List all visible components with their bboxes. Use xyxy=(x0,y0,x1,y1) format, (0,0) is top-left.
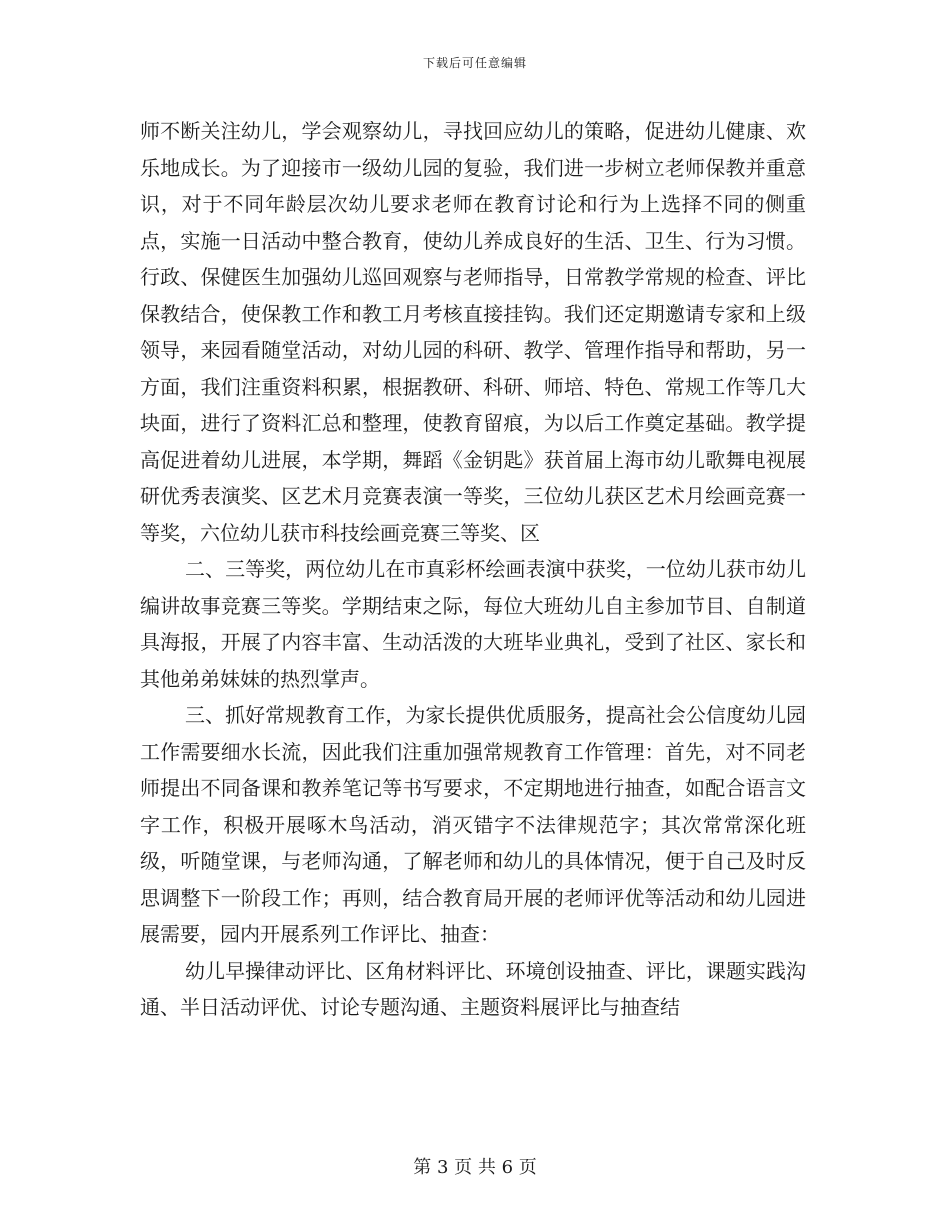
paragraph-2: 二、三等奖，两位幼儿在市真彩杯绘画表演中获奖，一位幼儿获市幼儿编讲故事竞赛三等奖。学期结束之际，每位大班幼儿自主参加节目、自制道具海报，开展了内容丰富、生动活泼的大班毕业典礼，受到了社区、家长和其他弟弟妹妹的热烈掌声。 xyxy=(140,557,806,691)
paragraph-3: 三、抓好常规教育工作，为家长提供优质服务，提高社会公信度幼儿园工作需要细水长流，因此我们注重加强常规教育工作管理：首先，对不同老师提出不同备课和教养笔记等书写要求，不定期地进行抽查，如配合语言文字工作，积极开展啄木鸟活动，消灭错字不法律规范字；其次常常深化班级，听随堂课，与老师沟通，了解老师和幼儿的具体情况，便于自己及时反思调整下一阶段工作；再则，结合教育局开展的老师评优等活动和幼儿园进展需要，园内开展系列工作评比、抽查： xyxy=(140,703,806,946)
paragraph-1: 师不断关注幼儿，学会观察幼儿，寻找回应幼儿的策略，促进幼儿健康、欢乐地成长。为了迎接市一级幼儿园的复验，我们进一步树立老师保教并重意识，对于不同年龄层次幼儿要求老师在教育讨论和行为上选择不同的侧重点，实施一日活动中整合教育，使幼儿养成良好的生活、卫生、行为习惯。行政、保健医生加强幼儿巡回观察与老师指导，日常教学常规的检查、评比保教结合，使保教工作和教工月考核直接挂钩。我们还定期邀请专家和上级领导，来园看随堂活动，对幼儿园的科研、教学、管理作指导和帮助，另一方面，我们注重资料积累，根据教研、科研、师培、特色、常规工作等几大块面，进行了资料汇总和整理，使教育留痕，为以后工作奠定基础。教学提高促进着幼儿进展，本学期，舞蹈《金钥匙》获首届上海市幼儿歌舞电视展研优秀表演奖、区艺术月竞赛表演一等奖，三位幼儿获区艺术月绘画竞赛一等奖，六位幼儿获市科技绘画竞赛三等奖、区 xyxy=(140,119,806,545)
page-number-footer: 第 3 页 共 6 页 xyxy=(413,1157,537,1178)
paragraph-4: 幼儿早操律动评比、区角材料评比、环境创设抽查、评比，课题实践沟通、半日活动评优、讨论专题沟通、主题资料展评比与抽查结 xyxy=(140,958,806,1019)
document-body xyxy=(140,113,806,1026)
page-header: 下载后可任意编辑 xyxy=(422,56,527,70)
